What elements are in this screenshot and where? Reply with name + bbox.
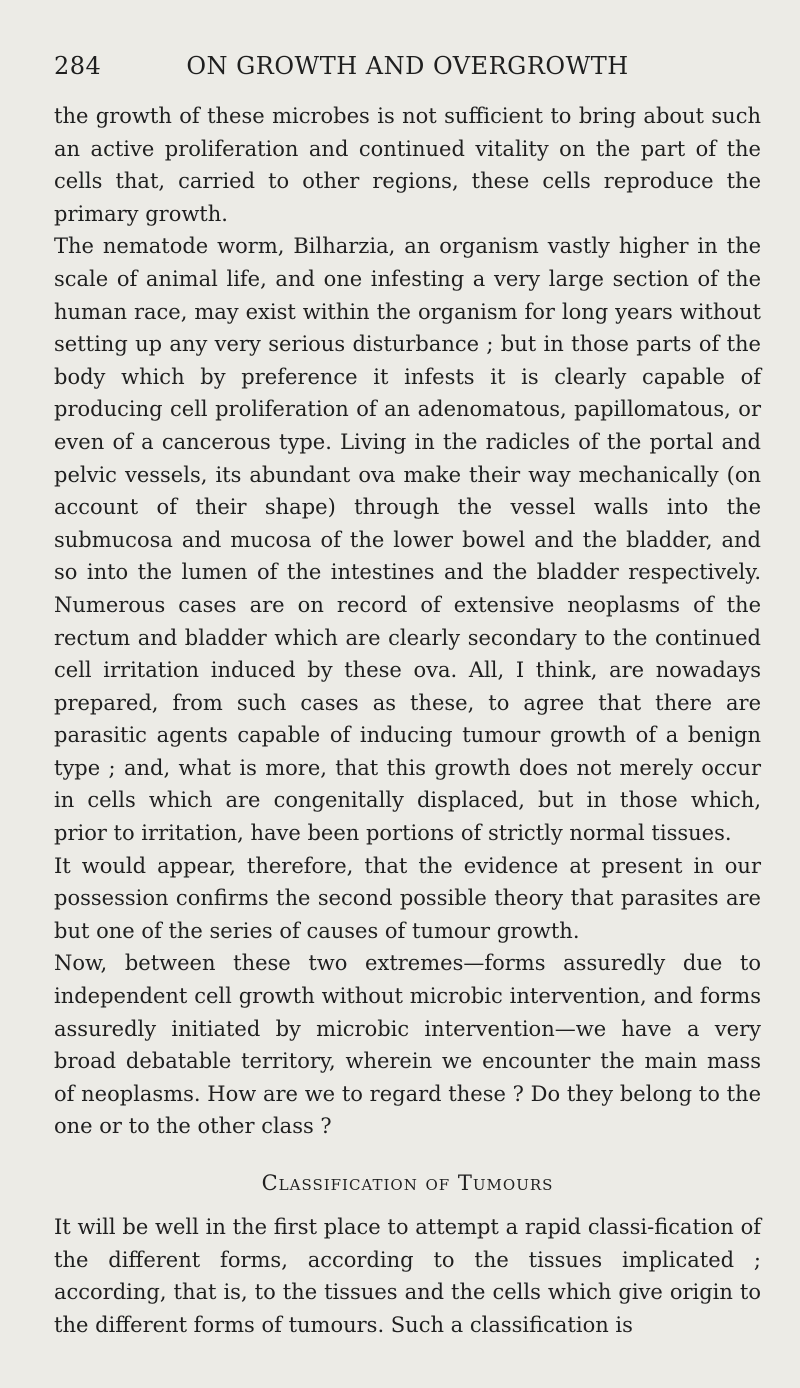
page-number: 284: [54, 52, 102, 80]
paragraph-4: Now, between these two extremes—forms assuredly due to independent cell growth without microbic intervention, and forms assuredly initiated by microbic intervention—we have a very broad debatable territory, wherein we encounter the main mass of neoplasms. How are we to regard these ? Do they belong to the one or to the other class ?: [54, 951, 761, 1139]
page-header: [54, 52, 761, 86]
section-paragraph: It will be well in the first place to attempt a rapid classi-fication of the different forms, according to the tissues implicated ; according, that is, to the tissues and the cells which give origin to the different forms of tumours. Such a classification is: [54, 1215, 761, 1337]
paragraph-2: The nematode worm, Bilharzia, an organism vastly higher in the scale of animal life, and one infesting a very large section of the human race, may exist within the organism for long years without setting up any very serious disturbance ; but in those parts of the body which by preference it infests it is clearly capable of producing cell proliferation of an adenomatous, papillomatous, or even of a cancerous type. Living in the radicles of the portal and pelvic vessels, its abundant ova make their way mechanically (on account of their shape) through the vessel walls into the submucosa and mucosa of the lower bowel and the bladder, and so into the lumen of the intestines and the bladder respectively. Numerous cases are on record of extensive neoplasms of the rectum and bladder which are clearly secondary to the continued cell irritation induced by these ova. All, I think, are nowadays prepared, from such cases as these, to agree that there are parasitic agents capable of inducing tumour growth of a benign type ; and, what is more, that this growth does not merely occur in cells which are congenitally displaced, but in those which, prior to irritation, have been portions of strictly normal tissues.: [54, 234, 761, 846]
section-heading: Classification of Tumours: [261, 1171, 554, 1195]
paragraph-1: the growth of these microbes is not sufficient to bring about such an active proliferation and continued vitality on the part of the cells that, carried to other regions, these cells reproduce the primary growth.: [54, 104, 761, 226]
paragraph-3: It would appear, therefore, that the evidence at present in our possession confirms the second possible theory that parasites are but one of the series of causes of tumour growth.: [54, 853, 761, 943]
running-head: ON GROWTH AND OVERGROWTH: [186, 52, 629, 80]
book-page: [54, 52, 761, 1341]
